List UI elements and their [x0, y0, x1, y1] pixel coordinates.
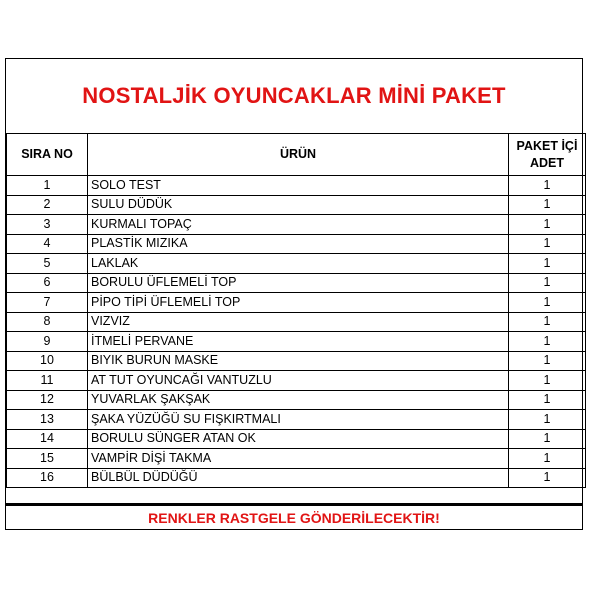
footer-band [6, 503, 582, 529]
table-row [7, 195, 586, 215]
product-table [6, 133, 586, 488]
cell-adet: 1 [509, 390, 586, 410]
cell-sira-no: 5 [7, 254, 88, 274]
cell-adet: 1 [509, 351, 586, 371]
cell-urun: SULU DÜDÜK [88, 195, 509, 215]
cell-urun: PLASTİK MIZIKA [88, 234, 509, 254]
cell-sira-no: 15 [7, 449, 88, 469]
cell-urun: LAKLAK [88, 254, 509, 274]
cell-sira-no: 9 [7, 332, 88, 352]
header-urun: ÜRÜN [88, 134, 509, 176]
cell-sira-no: 6 [7, 273, 88, 293]
cell-adet: 1 [509, 293, 586, 313]
cell-sira-no: 3 [7, 215, 88, 235]
cell-sira-no: 14 [7, 429, 88, 449]
cell-adet: 1 [509, 195, 586, 215]
cell-sira-no: 1 [7, 176, 88, 196]
cell-adet: 1 [509, 312, 586, 332]
table-row [7, 390, 586, 410]
cell-urun: PİPO TİPİ ÜFLEMELİ TOP [88, 293, 509, 313]
cell-urun: ŞAKA YÜZÜĞÜ SU FIŞKIRTMALI [88, 410, 509, 430]
cell-urun: KURMALI TOPAÇ [88, 215, 509, 235]
cell-sira-no: 13 [7, 410, 88, 430]
table-row [7, 176, 586, 196]
cell-sira-no: 8 [7, 312, 88, 332]
cell-urun: AT TUT OYUNCAĞI VANTUZLU [88, 371, 509, 391]
cell-sira-no: 16 [7, 468, 88, 488]
table-row [7, 429, 586, 449]
table-row [7, 254, 586, 274]
cell-adet: 1 [509, 449, 586, 469]
cell-adet: 1 [509, 234, 586, 254]
cell-urun: BORULU SÜNGER ATAN OK [88, 429, 509, 449]
footer-note: RENKLER RASTGELE GÖNDERİLECEKTİR! [148, 510, 440, 526]
table-row [7, 273, 586, 293]
table-row [7, 215, 586, 235]
table-row [7, 312, 586, 332]
cell-sira-no: 2 [7, 195, 88, 215]
cell-adet: 1 [509, 410, 586, 430]
cell-sira-no: 12 [7, 390, 88, 410]
cell-sira-no: 11 [7, 371, 88, 391]
cell-sira-no: 10 [7, 351, 88, 371]
cell-urun: SOLO TEST [88, 176, 509, 196]
cell-sira-no: 7 [7, 293, 88, 313]
table-row [7, 468, 586, 488]
table-row [7, 234, 586, 254]
cell-urun: YUVARLAK ŞAKŞAK [88, 390, 509, 410]
cell-adet: 1 [509, 332, 586, 352]
table-row [7, 371, 586, 391]
header-sira-no: SIRA NO [7, 134, 88, 176]
cell-adet: 1 [509, 176, 586, 196]
table-row [7, 410, 586, 430]
page-title: NOSTALJİK OYUNCAKLAR MİNİ PAKET [82, 83, 506, 108]
cell-adet: 1 [509, 215, 586, 235]
table-row [7, 351, 586, 371]
cell-urun: BORULU ÜFLEMELİ TOP [88, 273, 509, 293]
cell-adet: 1 [509, 429, 586, 449]
cell-sira-no: 4 [7, 234, 88, 254]
table-row [7, 449, 586, 469]
table-header-row [7, 134, 586, 176]
cell-urun: VIZVIZ [88, 312, 509, 332]
table-row [7, 332, 586, 352]
cell-adet: 1 [509, 468, 586, 488]
cell-urun: BÜLBÜL DÜDÜĞÜ [88, 468, 509, 488]
cell-urun: BIYIK BURUN MASKE [88, 351, 509, 371]
header-paket-ici-adet: PAKET İÇİ ADET [509, 134, 586, 176]
cell-urun: İTMELİ PERVANE [88, 332, 509, 352]
cell-adet: 1 [509, 371, 586, 391]
table-row [7, 293, 586, 313]
cell-urun: VAMPİR DİŞİ TAKMA [88, 449, 509, 469]
product-sheet [5, 58, 583, 530]
cell-adet: 1 [509, 254, 586, 274]
cell-adet: 1 [509, 273, 586, 293]
